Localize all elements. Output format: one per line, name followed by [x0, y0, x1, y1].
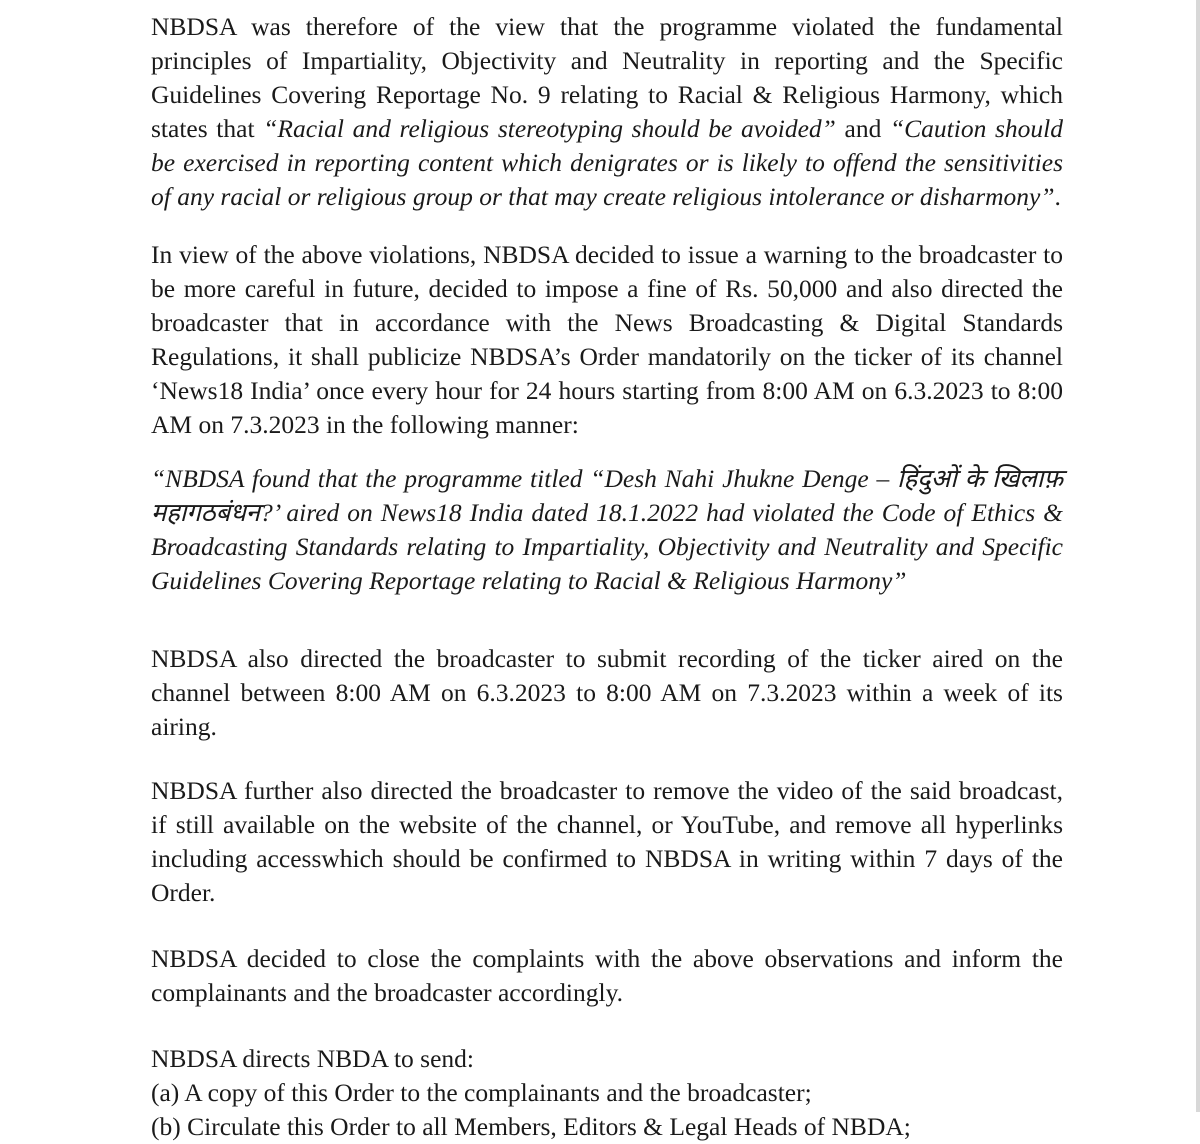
paragraph-close-complaints: NBDSA decided to close the complaints with the above observations and inform the complainants and the broadcaster accordingly. [151, 944, 1063, 1007]
directs-list-item: (a) A copy of this Order to the complainants and the broadcaster; [151, 1078, 812, 1107]
paragraph-warning-fine: In view of the above violations, NBDSA decided to issue a warning to the broadcaster to be more careful in future, decided to impose a fine of Rs. 50,000 and also directed the broadcaster that in accordance with the News Broadcasting & Digital Standards Regulations, it shall publicize NBDSA’s Order mandatorily on the ticker of its channel ‘News18 India’ once every hour for 24 hours starting from 8:00 AM on 6.3.2023 to 8:00 AM on 7.3.2023 in the following manner: [151, 240, 1063, 439]
ticker-quote: “NBDSA found that the programme titled “Desh Nahi Jhukne Denge – हिंदुओं के खिलाफ़ महागठबंधन?’ aired on News18 India dated 18.1.2022 had violated the Code of Ethics & Broadcasting Standards relating to Impartiality, Objectivity and Neutrality and Specific Guidelines Covering Reportage relating to Racial & Religious Harmony” [151, 464, 1063, 595]
directs-heading: NBDSA directs NBDA to send: [151, 1044, 475, 1073]
paragraph-text: and [835, 114, 890, 143]
paragraph-recording: NBDSA also directed the broadcaster to submit recording of the ticker aired on the channel between 8:00 AM on 6.3.2023 to 8:00 AM on 7.3.2023 within a week of its airing. [151, 644, 1063, 741]
paragraph-text: NBDSA was therefore of the view that the programme violated the fundamental principles of Impartiality, Objectivity and Neutrality in reporting and the Specific Guidelines Covering Reportage No. 9 relating to Racial & Religious Harmony, which states that [151, 12, 1063, 143]
paragraph-text: . [1054, 182, 1061, 211]
document-body [151, 10, 1063, 1144]
directs-list-item: (b) Circulate this Order to all Members, Editors & Legal Heads of NBDA; [151, 1112, 911, 1141]
paragraph-remove-video: NBDSA further also directed the broadcaster to remove the video of the said broadcast, if still available on the website of the channel, or YouTube, and remove all hyperlinks including accesswhich should be confirmed to NBDSA in writing within 7 days of the Order. [151, 776, 1063, 907]
guideline-quote: “Caution should be exercised in reporting content which denigrates or is likely to offend the sensitivities of any racial or religious group or that may create religious intolerance or disharmony” [151, 114, 1063, 211]
page-edge [1196, 0, 1200, 1112]
paragraph-view-violation [151, 10, 1063, 214]
guideline-quote: “Racial and religious stereotyping should be avoided” [263, 114, 836, 143]
